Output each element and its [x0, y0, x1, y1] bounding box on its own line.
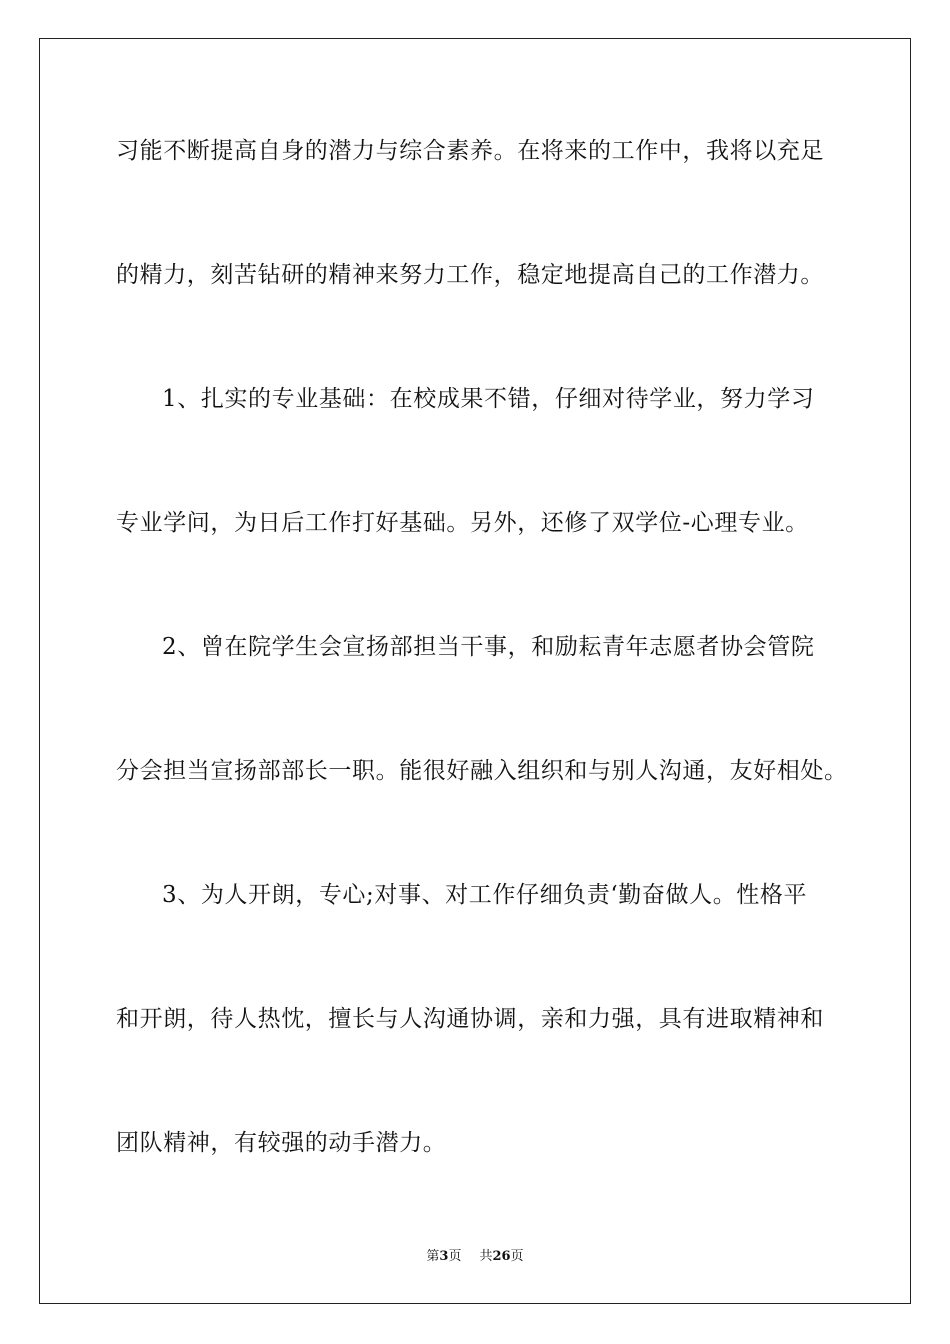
- footer-page-prefix: 第: [426, 1249, 440, 1264]
- paragraph-line: 的精力，刻苦钻研的精神来努力工作，稳定地提高自己的工作潜力。: [116, 262, 824, 288]
- paragraph-line: 习能不断提高自身的潜力与综合素养。在将来的工作中，我将以充足: [116, 138, 824, 164]
- paragraph-line: 专业学问，为日后工作打好基础。另外，还修了双学位-心理专业。: [116, 510, 809, 536]
- paragraph-line: 团队精神，有较强的动手潜力。: [116, 1130, 447, 1156]
- page-border: [39, 38, 911, 1304]
- footer-total-prefix: 共: [479, 1249, 493, 1264]
- footer-total-pages: 26: [492, 1249, 511, 1264]
- paragraph-line: 和开朗，待人热忱，擅长与人沟通协调，亲和力强，具有进取精神和: [116, 1006, 824, 1032]
- paragraph-line: 2、曾在院学生会宣扬部担当干事，和励耘青年志愿者协会管院: [162, 634, 815, 660]
- paragraph-line: 1、扎实的专业基础：在校成果不错，仔细对待学业，努力学习: [162, 386, 815, 412]
- footer-page-number: 3: [439, 1249, 449, 1264]
- paragraph-line: 3、为人开朗，专心;对事、对工作仔细负责‘勤奋做人。性格平: [162, 882, 808, 908]
- footer-page-suffix: 页: [448, 1249, 462, 1264]
- page-footer: [0, 1248, 950, 1266]
- paragraph-line: 分会担当宣扬部部长一职。能很好融入组织和与别人沟通，友好相处。: [116, 758, 848, 784]
- footer-total-suffix: 页: [510, 1249, 524, 1264]
